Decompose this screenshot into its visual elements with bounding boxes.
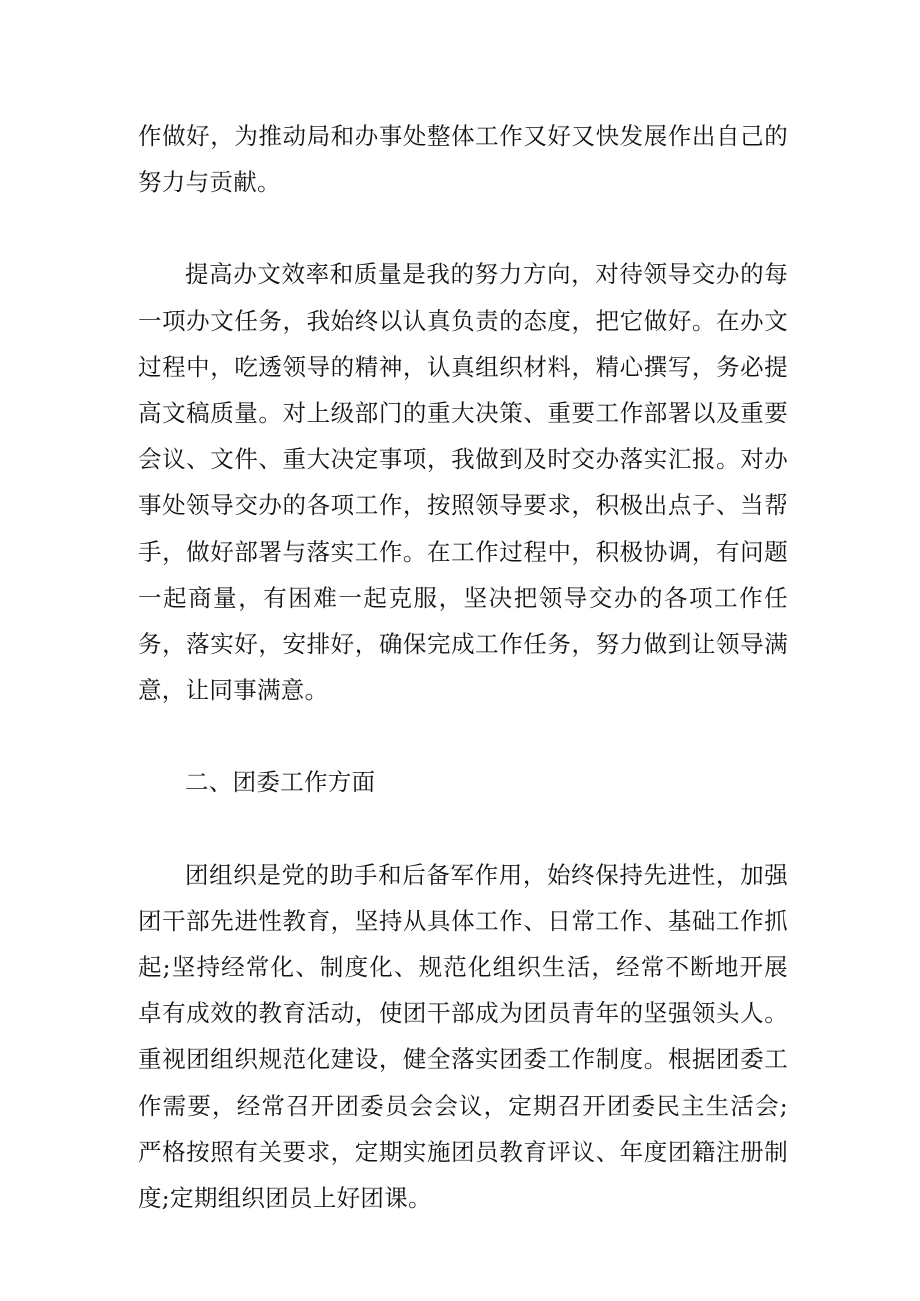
document-page [138, 113, 788, 1221]
paragraph-youth-league: 团组织是党的助手和后备军作用，始终保持先进性，加强团干部先进性教育，坚持从具体工作、日常工作、基础工作抓起;坚持经常化、制度化、规范化组织生活，经常不断地开展卓有成效的教育活动，使团干部成为团员青年的坚强领头人。重视团组织规范化建设，健全落实团委工作制度。根据团委工作需要，经常召开团委员会会议，定期召开团委民主生活会;严格按照有关要求，定期实施团员教育评议、年度团籍注册制度;定期组织团员上好团课。 [138, 860, 788, 1213]
paragraph-efficiency: 提高办文效率和质量是我的努力方向，对待领导交办的每一项办文任务，我始终以认真负责的态度，把它做好。在办文过程中，吃透领导的精神，认真组织材料，精心撰写，务必提高文稿质量。对上级部门的重大决策、重要工作部署以及重要会议、文件、重大决定事项，我做到及时交办落实汇报。对办事处领导交办的各项工作，按照领导要求，积极出点子、当帮手，做好部署与落实工作。在工作过程中，积极协调，有问题一起商量，有困难一起克服，坚决把领导交办的各项工作任务，落实好，安排好，确保完成工作任务，努力做到让领导满意，让同事满意。 [138, 260, 788, 705]
paragraph-intro-continuation: 作做好，为推动局和办事处整体工作又好又快发展作出自己的努力与贡献。 [138, 122, 788, 197]
section-heading-youth-league: 二、团委工作方面 [185, 768, 376, 797]
